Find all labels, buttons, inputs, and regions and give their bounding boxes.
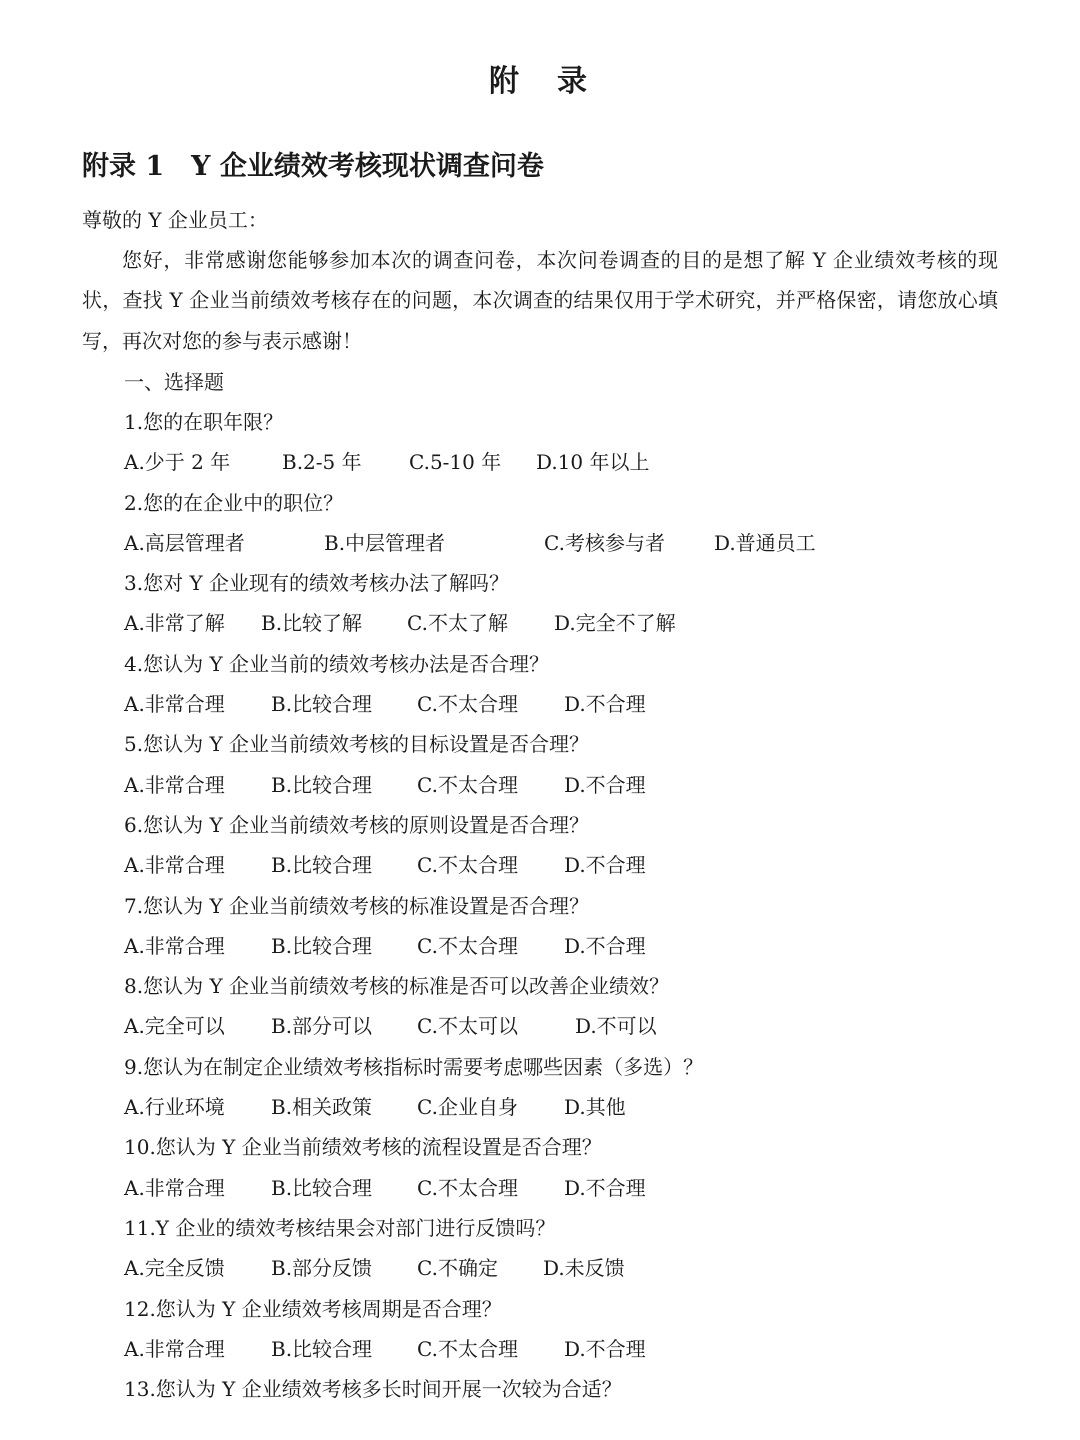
question-12-option-a: A.非常合理 (124, 1336, 225, 1361)
question-2: 2.您的在企业中的职位？ (124, 490, 344, 515)
question-1: 1.您的在职年限？ (124, 410, 284, 434)
question-2-option-d: D.普通员工 (714, 530, 816, 555)
question-7: 7.您认为 Y 企业当前绩效考核的标准设置是否合理？ (124, 893, 589, 918)
question-1-option-b: B.2-5 年 (282, 450, 362, 475)
intro-paragraph: 您好，非常感谢您能够参加本次的调查问卷，本次问卷调查的目的是想了解 Y 企业绩效考核的现状，查找 Y 企业当前绩效考核存在的问题，本次调查的结果仅用于学术研究，并严格保密，请您放心填写，再次对您的参与表示感谢！ (82, 248, 998, 353)
question-9-option-a: A.行业环境 (124, 1095, 225, 1120)
question-4-option-c: C.不太合理 (417, 692, 518, 717)
question-11-option-c: C.不确定 (417, 1256, 498, 1281)
question-4-option-a: A.非常合理 (124, 692, 225, 717)
question-10-option-b: B.比较合理 (271, 1175, 373, 1200)
question-7-options (124, 926, 1024, 966)
question-7-option-c: C.不太合理 (417, 933, 518, 958)
question-3-option-d: D.完全不了解 (554, 611, 676, 636)
question-9-options (124, 1087, 1024, 1127)
greeting: 尊敬的 Y 企业员工： (82, 208, 268, 232)
question-6: 6.您认为 Y 企业当前绩效考核的原则设置是否合理？ (124, 812, 589, 837)
question-5-option-b: B.比较合理 (271, 772, 373, 797)
question-1-option-c: C.5-10 年 (409, 450, 502, 475)
question-5-option-c: C.不太合理 (417, 772, 518, 797)
question-11-option-b: B.部分反馈 (271, 1256, 373, 1281)
question-3: 3.您对 Y 企业现有的绩效考核办法了解吗？ (124, 571, 509, 596)
question-9-option-c: C.企业自身 (417, 1095, 518, 1120)
question-10-option-a: A.非常合理 (124, 1175, 225, 1200)
question-10-options (124, 1168, 1024, 1208)
question-2-options (124, 523, 1024, 563)
question-2-option-c: C.考核参与者 (544, 530, 665, 555)
question-10-option-c: C.不太合理 (417, 1175, 518, 1200)
question-3-options (124, 603, 1024, 643)
question-9-option-b: B.相关政策 (271, 1095, 373, 1120)
question-8-option-d: D.不可以 (575, 1014, 657, 1039)
question-8-option-b: B.部分可以 (271, 1014, 373, 1039)
question-11: 11.Y 企业的绩效考核结果会对部门进行反馈吗？ (124, 1215, 556, 1240)
question-1-option-a: A.少于 2 年 (124, 450, 231, 475)
appendix-subtitle: 附录 1 Y 企业绩效考核现状调查问卷 (82, 151, 544, 182)
question-6-option-b: B.比较合理 (271, 853, 373, 878)
question-3-option-c: C.不太了解 (407, 611, 508, 636)
question-1-option-d: D.10 年以上 (536, 450, 650, 475)
question-3-option-a: A.非常了解 (124, 611, 225, 636)
section-heading: 一、选择题 (124, 370, 224, 394)
question-12: 12.您认为 Y 企业绩效考核周期是否合理？ (124, 1296, 502, 1321)
question-9: 9.您认为在制定企业绩效考核指标时需要考虑哪些因素（多选）？ (124, 1054, 704, 1079)
question-5-options (124, 765, 1024, 805)
question-8-options (124, 1006, 1024, 1046)
question-7-option-d: D.不合理 (564, 933, 646, 958)
question-3-option-b: B.比较了解 (261, 611, 363, 636)
question-4-options (124, 684, 1024, 724)
question-4-option-d: D.不合理 (564, 692, 646, 717)
question-6-option-c: C.不太合理 (417, 853, 518, 878)
question-11-option-d: D.未反馈 (543, 1256, 625, 1281)
question-list (124, 402, 1024, 1409)
page-title: 附 录 (489, 64, 591, 99)
question-10-option-d: D.不合理 (564, 1175, 646, 1200)
question-10: 10.您认为 Y 企业当前绩效考核的流程设置是否合理？ (124, 1135, 602, 1160)
question-6-option-d: D.不合理 (564, 853, 646, 878)
question-6-options (124, 845, 1024, 885)
question-1-options (124, 442, 1024, 482)
question-2-option-b: B.中层管理者 (324, 530, 446, 555)
question-11-options (124, 1248, 1024, 1288)
question-4-option-b: B.比较合理 (271, 692, 373, 717)
question-12-option-b: B.比较合理 (271, 1336, 373, 1361)
question-2-option-a: A.高层管理者 (124, 530, 245, 555)
question-12-option-d: D.不合理 (564, 1336, 646, 1361)
question-4: 4.您认为 Y 企业当前的绩效考核办法是否合理？ (124, 651, 549, 676)
question-8-option-c: C.不太可以 (417, 1014, 518, 1039)
question-8: 8.您认为 Y 企业当前绩效考核的标准是否可以改善企业绩效？ (124, 974, 669, 999)
question-5-option-a: A.非常合理 (124, 772, 225, 797)
question-5: 5.您认为 Y 企业当前绩效考核的目标设置是否合理？ (124, 732, 589, 757)
question-7-option-a: A.非常合理 (124, 933, 225, 958)
question-6-option-a: A.非常合理 (124, 853, 225, 878)
question-5-option-d: D.不合理 (564, 772, 646, 797)
question-11-option-a: A.完全反馈 (124, 1256, 225, 1281)
question-9-option-d: D.其他 (564, 1095, 626, 1120)
question-12-options (124, 1329, 1024, 1369)
question-13: 13.您认为 Y 企业绩效考核多长时间开展一次较为合适？ (124, 1377, 622, 1402)
question-12-option-c: C.不太合理 (417, 1336, 518, 1361)
question-8-option-a: A.完全可以 (124, 1014, 225, 1039)
question-7-option-b: B.比较合理 (271, 933, 373, 958)
